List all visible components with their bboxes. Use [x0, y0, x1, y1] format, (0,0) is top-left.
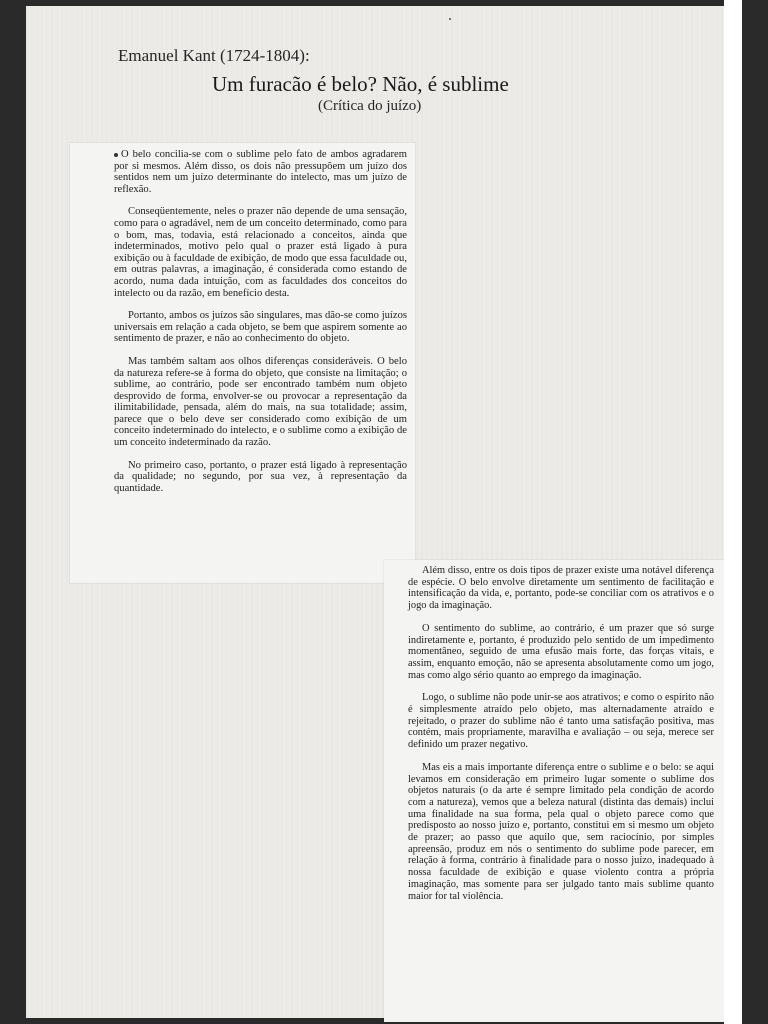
paragraph: No primeiro caso, portanto, o prazer está ligado à representação da qualidade; no segundo, por sua vez, à representação da quantidade.: [114, 459, 407, 494]
scan-speck: [449, 18, 451, 20]
paragraph: Logo, o sublime não pode unir-se aos atrativos; e como o espírito não é simplesmente atraído pelo objeto, mas alternadamente atraído e rejeitado, o prazer do sublime não é tanto uma satisfação positiva, mas contém, mais propriamente, maravilha e avaliação – ou seja, merece ser definido um prazer negativo.: [408, 692, 714, 751]
paragraph: Mas também saltam aos olhos diferenças consideráveis. O belo da natureza refere-se à forma do objeto, que consiste na limitação; o sublime, ao contrário, pode ser encontrado também num objeto desprovido de forma, envolver-se ou provocar a representação da ilimitabilidade, pensada, além do mais, na sua totalidade; assim, parece que o belo deve ser considerado como exibição de um conceito indeterminado do intelecto, e o sublime como a exibição de um conceito indeterminado da razão.: [114, 355, 407, 449]
paragraph: Conseqüentemente, neles o prazer não depende de uma sensação, como para o agradável, nem de um conceito determinado, como para o bom, mas, todavia, está relacionado a conceitos, ainda que indeterminados, motivo pelo qual o prazer está ligado à pura exibição ou à faculdade de exibição, de modo que essa faculdade ou, em outras palavras, a imaginação, é considerada como estando de acordo, numa dada intuição, com as faculdades dos conceitos do intelecto ou da razão, em benefício desta.: [114, 206, 407, 299]
page-subtitle: (Crítica do juízo): [318, 98, 422, 114]
scan-edge: [724, 0, 742, 1024]
bullet-dot-icon: [114, 153, 118, 157]
paragraph: Portanto, ambos os juízos são singulares, mas dão-se como juízos universais em relação a cada objeto, se bem que aspirem somente ao sentimento de prazer, e não ao conhecimento do objeto.: [114, 310, 407, 345]
text-column-left: [70, 143, 415, 583]
paragraph: Além disso, entre os dois tipos de prazer existe uma notável diferença de espécie. O belo envolve diretamente um sentimento de facilitação e intensificação da vida, e, portanto, pode-se conciliar com os atrativos e o jogo da imaginação.: [408, 565, 714, 612]
page-title: Um furacão é belo? Não, é sublime: [212, 72, 509, 96]
author-line: Emanuel Kant (1724-1804):: [118, 46, 310, 65]
scanned-page: [26, 6, 738, 1018]
paragraph: O sentimento do sublime, ao contrário, é um prazer que só surge indiretamente e, portanto, é produzido pelo sentido de um impedimento momentâneo, seguido de uma efusão mais forte, das forças vitais, e assim, enquanto emoção, não se apresenta absolutamente como um jogo, mas como algo sério quanto ao emprego da imaginação.: [408, 622, 714, 681]
paragraph: O belo concilia-se com o sublime pelo fato de ambos agradarem por si mesmos. Além disso, os dois não pressupõem um juízo dos sentidos nem um juízo determinante do intelecto, mas um juízo de reflexão.: [114, 149, 407, 195]
text-column-right: [384, 560, 728, 1022]
paragraph: Mas eis a mais importante diferença entre o sublime e o belo: se aqui levamos em consideração em primeiro lugar somente o sublime dos objetos naturais (o da arte é sempre limitado pela condição de acordo com a natureza), vemos que a beleza natural (distinta das demais) inclui uma finalidade na sua forma, pela qual o objeto parece como que predisposto ao nosso juízo e, portanto, constitui em si mesmo um objeto de prazer; ao passo que aquilo que, sem raciocínio, por simples apreensão, produz em nós o sentimento do sublime pode parecer, em relação à forma, contrário à finalidade para o nosso juízo, inadequado à nossa faculdade de exibição e quase violento contra a própria imaginação, mas somente para ser julgado tanto mais sublime quanto maior for tal violência.: [408, 761, 714, 902]
